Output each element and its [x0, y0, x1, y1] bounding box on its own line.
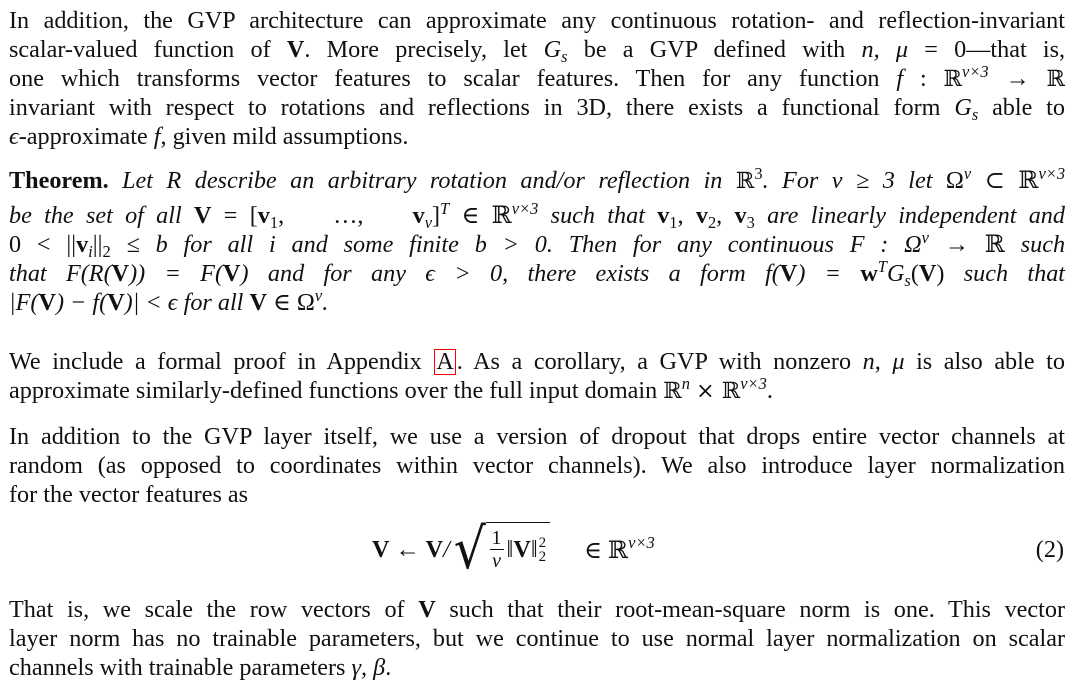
radicand	[486, 522, 551, 572]
math-superscript: T	[877, 256, 887, 276]
math-subscript: 2	[102, 241, 111, 261]
math-symbol: V	[249, 289, 267, 316]
math-operator: /	[443, 536, 450, 563]
math-symbol: G	[543, 36, 562, 63]
text-run: such that	[963, 260, 1066, 287]
text-run: let	[908, 167, 933, 194]
math-operator: = [	[223, 202, 258, 229]
math-subscript: 2	[707, 212, 717, 232]
math-superscript: n	[681, 373, 690, 393]
text-line	[9, 256, 1066, 290]
math-symbol: V	[372, 536, 390, 563]
text-run: . For	[762, 167, 819, 194]
math-operator: ‖	[506, 535, 514, 563]
math-symbol: V	[38, 289, 56, 316]
text-run: approximate similarly-defined functions over the full input domain	[9, 377, 658, 404]
math-operator: ‖	[530, 535, 538, 563]
math-superscript: ν	[963, 163, 972, 183]
math-subscript: 1	[669, 212, 678, 232]
text-run: one which transforms vector features to scalar features. Then for any function	[9, 65, 880, 92]
text-line	[9, 163, 1066, 195]
math-symbol: G	[886, 260, 905, 287]
math-operator: ||	[92, 231, 103, 258]
math-expression: ∈ ℝ	[584, 536, 629, 564]
math-symbol: v	[76, 231, 89, 258]
math-symbol: V	[425, 536, 444, 563]
math-expression: |F(	[9, 289, 39, 316]
text-run: such that their root-mean-square norm is one. This vector	[449, 596, 1066, 623]
text-line: layer norm has no trainable parameters, but we continue to use normal layer normalization on scalar	[9, 625, 1065, 652]
math-operator: ,	[716, 202, 735, 229]
text-line: random (as opposed to coordinates within vector channels). We also introduce layer normalization	[9, 452, 1065, 479]
fraction-numerator: 1	[491, 527, 502, 549]
text-run: that	[9, 260, 47, 287]
text-run: . More precisely, let	[304, 36, 528, 63]
math-expression: ⊂ ℝ	[984, 167, 1039, 194]
text-run: , there exists a form	[502, 260, 746, 287]
math-subscript: s	[561, 46, 568, 66]
math-symbol: γ, β	[351, 654, 386, 681]
math-operator: :	[919, 65, 927, 92]
text-line	[9, 122, 1065, 151]
math-symbol: ℝ	[1046, 66, 1066, 92]
text-run: In addition, the GVP architecture can approximate any continuous rotation- and reflection-invariant	[9, 7, 1065, 34]
math-operator: →	[1005, 65, 1030, 92]
theorem-label: Theorem.	[9, 167, 109, 194]
text-run: 0—that is,	[954, 36, 1066, 63]
math-superscript: 2	[538, 534, 547, 551]
math-expression: F(R(	[65, 260, 112, 287]
text-run: be the set of all	[9, 202, 182, 229]
text-line	[9, 198, 1065, 232]
math-expression: )) = F(	[129, 260, 224, 287]
text-run: able to	[992, 94, 1066, 121]
math-subscript: 3	[746, 212, 755, 232]
text-run: be a GVP defined with	[583, 36, 846, 63]
text-run: for all	[183, 289, 244, 316]
text-run: for all	[183, 231, 254, 258]
math-superscript: ν×3	[628, 533, 655, 553]
fraction	[490, 527, 504, 572]
math-operator: ←	[395, 536, 420, 563]
math-symbol: ℝ	[943, 66, 963, 92]
text-run: . As a corollary, a GVP with nonzero	[456, 348, 852, 375]
math-expression: )| < ϵ	[124, 289, 178, 316]
fraction-denominator: ν	[492, 550, 501, 572]
math-expression: × ℝ	[696, 378, 741, 404]
math-expression: f(	[765, 260, 780, 287]
math-symbol: v	[657, 202, 670, 229]
text-run: , given mild assumptions.	[160, 123, 409, 150]
text-run: .	[766, 377, 773, 404]
math-superscript: T	[440, 198, 450, 218]
math-symbol: V	[779, 260, 798, 287]
math-superscript: ν×3	[962, 61, 989, 81]
text-run: and for any	[267, 260, 406, 287]
text-line	[9, 347, 1065, 376]
math-symbol: Ω	[945, 167, 964, 194]
math-expression: F : Ω	[849, 231, 922, 258]
text-line: for the vector features as	[9, 481, 249, 508]
math-symbol: V	[513, 535, 531, 563]
math-symbol: ℝ	[663, 378, 682, 404]
math-expression: )	[240, 260, 249, 287]
appendix-a-link[interactable]: A	[436, 348, 454, 375]
math-superscript: ν×3	[511, 198, 539, 218]
text-run: such	[1020, 231, 1066, 258]
text-line	[9, 93, 1065, 122]
text-line	[9, 6, 1065, 35]
text-line: In addition to the GVP layer itself, we use a version of dropout that drops entire vector channels at	[9, 423, 1065, 450]
text-run: scalar-valued function of	[9, 36, 271, 63]
math-symbol: n, μ	[861, 36, 908, 63]
equation-number: (2)	[1035, 536, 1064, 563]
text-run: such that	[550, 202, 645, 229]
text-run: -approximate	[18, 123, 148, 150]
math-expression: 0 < ||	[9, 231, 77, 258]
math-ellipsis: , …,	[278, 202, 413, 229]
math-symbol: v	[734, 202, 747, 229]
math-expression: ) =	[797, 260, 861, 287]
math-symbol: f	[896, 65, 904, 92]
text-run: describe an arbitrary rotation and/or reflection in	[194, 167, 723, 194]
text-run: invariant with respect to rotations and reflections in 3D, there exists a functional form	[9, 94, 941, 121]
text-run: and some finite	[291, 231, 459, 258]
math-symbol: V	[418, 596, 436, 623]
text-run: . Then for any continuous	[546, 231, 834, 258]
math-superscript: ν	[921, 227, 929, 247]
text-line	[9, 653, 1065, 682]
math-symbol: V	[194, 202, 212, 229]
math-symbol: f	[153, 123, 161, 150]
text-line	[9, 595, 1065, 624]
text-line	[9, 35, 1065, 64]
math-symbol: G	[954, 94, 972, 121]
text-line	[9, 61, 1066, 93]
math-expression: → ℝ	[944, 231, 1005, 258]
math-subscript: ν	[424, 212, 432, 232]
math-operator: ,	[677, 202, 696, 229]
math-operator: ]	[431, 202, 441, 229]
math-expression: ν ≥ 3	[831, 167, 895, 194]
text-run: .	[322, 289, 329, 316]
math-symbol: w	[860, 260, 878, 287]
math-expression: b > 0	[474, 231, 547, 258]
math-subscript: 1	[269, 212, 279, 232]
math-expression: ∈ ℝ	[461, 202, 512, 229]
math-symbol: v	[412, 202, 425, 229]
math-superscript: ν×3	[1038, 163, 1066, 183]
math-expression: ) − f(	[55, 289, 108, 316]
text-line	[9, 227, 1066, 261]
math-expression: ϵ > 0	[425, 260, 503, 287]
text-line	[9, 285, 1065, 317]
math-operator: =	[924, 36, 938, 63]
math-symbol: V	[223, 260, 241, 287]
text-run: is also able to	[916, 348, 1065, 375]
math-superscript: ν×3	[740, 373, 767, 393]
math-symbol: V	[286, 36, 305, 63]
text-run: .	[385, 654, 392, 681]
text-run: Let	[122, 167, 154, 194]
text-run: channels with trainable parameters	[9, 654, 346, 681]
math-symbol: V	[107, 289, 125, 316]
square-root	[452, 517, 550, 582]
math-symbol: v	[695, 202, 708, 229]
text-line	[9, 373, 1065, 405]
math-symbol: i	[268, 231, 276, 258]
math-subscript: i	[88, 241, 93, 261]
text-run: are linearly independent and	[767, 202, 1065, 229]
math-symbol: n, μ	[862, 348, 905, 375]
math-symbol: V	[918, 260, 937, 287]
math-superscript: ν	[314, 285, 323, 305]
math-subscript: s	[904, 270, 911, 290]
math-superscript: 3	[754, 163, 763, 183]
radical-sign-icon: √	[453, 517, 486, 582]
math-operator: (	[910, 260, 919, 287]
math-expression: ∈ Ω	[272, 289, 315, 316]
math-subscript: s	[971, 104, 979, 124]
math-operator: )	[936, 260, 945, 287]
text-run: That is, we scale the row vectors of	[9, 596, 405, 623]
math-symbol: ℝ	[735, 168, 755, 194]
math-symbol: v	[257, 202, 270, 229]
math-expression: ≤ b	[126, 231, 168, 258]
equation-vector-layernorm	[372, 515, 655, 585]
math-symbol: V	[111, 260, 130, 287]
math-symbol: R	[166, 167, 182, 194]
math-subscript: 2	[538, 548, 547, 565]
math-symbol: ϵ	[9, 123, 19, 150]
text-run: We include a formal proof in Appendix	[9, 348, 422, 375]
